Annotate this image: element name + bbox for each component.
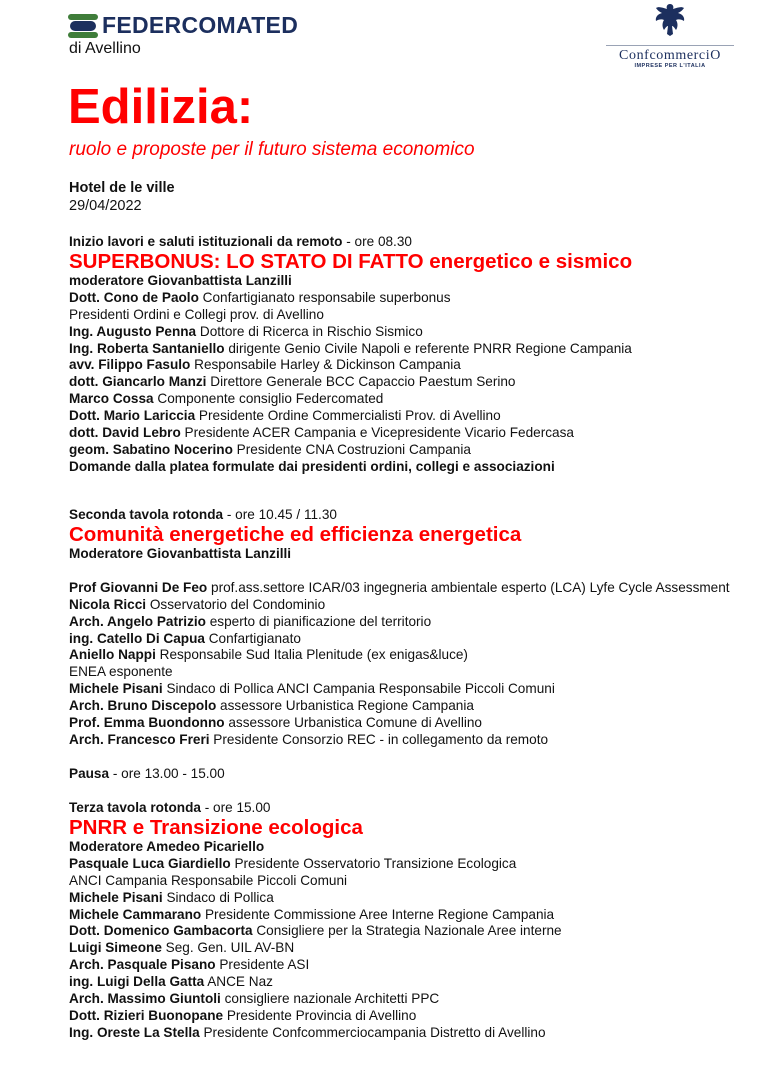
speaker-role: prof.ass.settore ICAR/03 ingegneria ambientale esperto (LCA) Lyfe Cycle Assessment xyxy=(207,579,730,595)
speaker-role: Presidenti Ordini e Collegi prov. di Avellino xyxy=(69,306,324,322)
speaker-name: dott. Giancarlo Manzi xyxy=(69,374,207,390)
speaker-list xyxy=(69,290,632,476)
speaker-line xyxy=(69,1008,562,1025)
speaker-role: Presidente ASI xyxy=(215,957,310,973)
partner-name: ConfcommerciO xyxy=(619,48,721,63)
speaker-name: Luigi Simeone xyxy=(69,940,162,956)
speaker-role: Presidente Osservatorio Transizione Ecologica xyxy=(230,855,517,871)
speaker-line xyxy=(69,732,730,749)
pause-label: Pausa xyxy=(69,765,110,781)
event-title: Edilizia: xyxy=(68,80,254,134)
speaker-line xyxy=(69,290,632,307)
speaker-role: dirigente Genio Civile Napoli e referente PNRR Regione Campania xyxy=(224,340,632,356)
pause-time: - ore 13.00 - 15.00 xyxy=(109,765,225,781)
speaker-role: Presidente Confcommerciocampania Distretto di Avellino xyxy=(199,1024,546,1040)
speaker-line xyxy=(69,614,730,631)
speaker-role: Confartigianato responsabile superbonus xyxy=(198,289,451,305)
logo-divider xyxy=(606,45,734,46)
speaker-role: Osservatorio del Condominio xyxy=(146,596,326,612)
org-subtitle: di Avellino xyxy=(69,40,141,57)
speaker-role: Dottore di Ricerca in Rischio Sismico xyxy=(196,323,423,339)
session-intro-label: Terza tavola rotonda xyxy=(69,800,201,815)
speaker-line xyxy=(69,597,730,614)
speaker-role: ANCE Naz xyxy=(204,974,273,990)
speaker-name: Arch. Pasquale Pisano xyxy=(69,957,216,973)
speaker-name: Arch. Massimo Giuntoli xyxy=(69,991,221,1007)
speaker-role: consigliere nazionale Architetti PPC xyxy=(220,991,440,1007)
speaker-role: Sindaco di Pollica xyxy=(162,889,274,905)
speaker-name: Arch. Angelo Patrizio xyxy=(69,613,206,629)
speaker-name: Dott. Mario Lariccia xyxy=(69,408,196,424)
session-intro-label: Seconda tavola rotonda xyxy=(69,507,224,522)
session-2 xyxy=(69,507,730,783)
speaker-line xyxy=(69,374,632,391)
speaker-name: Ing. Roberta Santaniello xyxy=(69,340,225,356)
speaker-line xyxy=(69,324,632,341)
speaker-name: avv. Filippo Fasulo xyxy=(69,357,191,373)
speaker-role: Componente consiglio Federcomated xyxy=(153,391,384,407)
speaker-name: Dott. Cono de Paolo xyxy=(69,289,199,305)
speaker-role: Responsabile Sud Italia Plenitude (ex enigas&luce) xyxy=(155,647,468,663)
speaker-line xyxy=(69,341,632,358)
partner-tagline: IMPRESE PER L'ITALIA xyxy=(634,63,706,69)
speaker-name: Aniello Nappi xyxy=(69,647,156,663)
speaker-line xyxy=(69,631,730,648)
session-intro xyxy=(69,234,632,251)
session-intro xyxy=(69,507,730,524)
speaker-line xyxy=(69,425,632,442)
session-title: PNRR e Transizione ecologica xyxy=(69,815,363,839)
event-venue: Hotel de le ville xyxy=(69,180,175,196)
speaker-role: Presidente Consorzio REC - in collegamento da remoto xyxy=(209,731,549,747)
speaker-role: Consigliere per la Strategia Nazionale Aree interne xyxy=(252,923,562,939)
speaker-name: Arch. Francesco Freri xyxy=(69,731,210,747)
speaker-name: Domande dalla platea formulate dai presidenti ordini, collegi e associazioni xyxy=(69,458,555,474)
speaker-list xyxy=(69,856,562,1042)
session-title: Comunità energetiche ed efficienza energetica xyxy=(69,522,522,546)
speaker-name: Prof Giovanni De Feo xyxy=(69,579,208,595)
speaker-name: Michele Cammarano xyxy=(69,906,202,922)
speaker-line xyxy=(69,357,632,374)
speaker-name: ing. Luigi Della Gatta xyxy=(69,974,205,990)
speaker-line xyxy=(69,856,562,873)
speaker-name: Ing. Augusto Penna xyxy=(69,323,197,339)
session-3 xyxy=(69,800,562,1042)
speaker-line xyxy=(69,681,730,698)
speaker-name: Ing. Oreste La Stella xyxy=(69,1024,200,1040)
speaker-line xyxy=(69,664,730,681)
speaker-line xyxy=(69,408,632,425)
speaker-role: Confartigianato xyxy=(204,630,301,646)
speaker-line xyxy=(69,940,562,957)
speaker-name: Prof. Emma Buondonno xyxy=(69,715,225,731)
speaker-role: ANCI Campania Responsabile Piccoli Comuni xyxy=(69,872,348,888)
speaker-list xyxy=(69,580,730,749)
speaker-line xyxy=(69,1025,562,1042)
speaker-line xyxy=(69,647,730,664)
speaker-name: Nicola Ricci xyxy=(69,596,147,612)
speaker-line xyxy=(69,991,562,1008)
speaker-name: geom. Sabatino Nocerino xyxy=(69,441,233,457)
federcomated-logo xyxy=(68,12,298,39)
speaker-role: assessore Urbanistica Regione Campania xyxy=(216,698,474,714)
speaker-role: Direttore Generale BCC Capaccio Paestum Serino xyxy=(206,374,516,390)
session-moderator: Moderatore Amedeo Picariello xyxy=(69,838,265,854)
speaker-name: Dott. Rizieri Buonopane xyxy=(69,1007,224,1023)
speaker-line xyxy=(69,715,730,732)
speaker-name: dott. David Lebro xyxy=(69,425,181,441)
event-date: 29/04/2022 xyxy=(69,198,142,214)
session-time: - ore 15.00 xyxy=(200,800,271,815)
speaker-name: Michele Pisani xyxy=(69,889,163,905)
speaker-name: Dott. Domenico Gambacorta xyxy=(69,923,253,939)
speaker-name: Marco Cossa xyxy=(69,391,154,407)
session-intro xyxy=(69,800,562,817)
speaker-role: Presidente Commissione Aree Interne Regione Campania xyxy=(201,906,555,922)
speaker-role: Sindaco di Pollica ANCI Campania Responsabile Piccoli Comuni xyxy=(162,681,555,697)
session-intro-label: Inizio lavori e saluti istituzionali da remoto xyxy=(69,234,343,249)
speaker-line xyxy=(69,907,562,924)
confcommercio-logo xyxy=(600,2,740,69)
pause-line xyxy=(69,766,730,783)
speaker-name: ing. Catello Di Capua xyxy=(69,630,205,646)
speaker-role: Responsabile Harley & Dickinson Campania xyxy=(190,357,461,373)
speaker-role: assessore Urbanistica Comune di Avellino xyxy=(224,715,482,731)
speaker-line xyxy=(69,580,730,597)
session-moderator: moderatore Giovanbattista Lanzilli xyxy=(69,272,292,288)
speaker-line xyxy=(69,391,632,408)
eagle-icon xyxy=(650,2,690,38)
session-time: - ore 08.30 xyxy=(342,234,412,249)
speaker-line xyxy=(69,974,562,991)
session-title: SUPERBONUS: LO STATO DI FATTO energetico e sismico xyxy=(69,249,633,273)
event-subtitle: ruolo e proposte per il futuro sistema economico xyxy=(69,139,475,160)
speaker-line xyxy=(69,459,632,476)
speaker-role: Presidente Provincia di Avellino xyxy=(223,1007,417,1023)
speaker-role: Presidente CNA Costruzioni Campania xyxy=(232,441,471,457)
speaker-line xyxy=(69,307,632,324)
speaker-role: Seg. Gen. UIL AV-BN xyxy=(161,940,295,956)
session-moderator: Moderatore Giovanbattista Lanzilli xyxy=(69,545,292,561)
session-1 xyxy=(69,234,632,476)
speaker-line xyxy=(69,890,562,907)
speaker-line xyxy=(69,957,562,974)
session-time: - ore 10.45 / 11.30 xyxy=(223,507,337,522)
speaker-name: Arch. Bruno Discepolo xyxy=(69,698,217,714)
speaker-line xyxy=(69,923,562,940)
org-name: FEDERCOMATED xyxy=(102,12,299,38)
speaker-role: esperto di pianificazione del territorio xyxy=(205,613,432,629)
federcomated-mark-icon xyxy=(68,14,98,38)
speaker-name: Michele Pisani xyxy=(69,681,163,697)
speaker-line xyxy=(69,442,632,459)
speaker-line xyxy=(69,698,730,715)
speaker-line xyxy=(69,873,562,890)
speaker-role: Presidente Ordine Commercialisti Prov. di Avellino xyxy=(195,408,501,424)
speaker-name: Pasquale Luca Giardiello xyxy=(69,855,231,871)
speaker-role: ENEA esponente xyxy=(69,664,173,680)
speaker-role: Presidente ACER Campania e Vicepresidente Vicario Federcasa xyxy=(180,425,574,441)
